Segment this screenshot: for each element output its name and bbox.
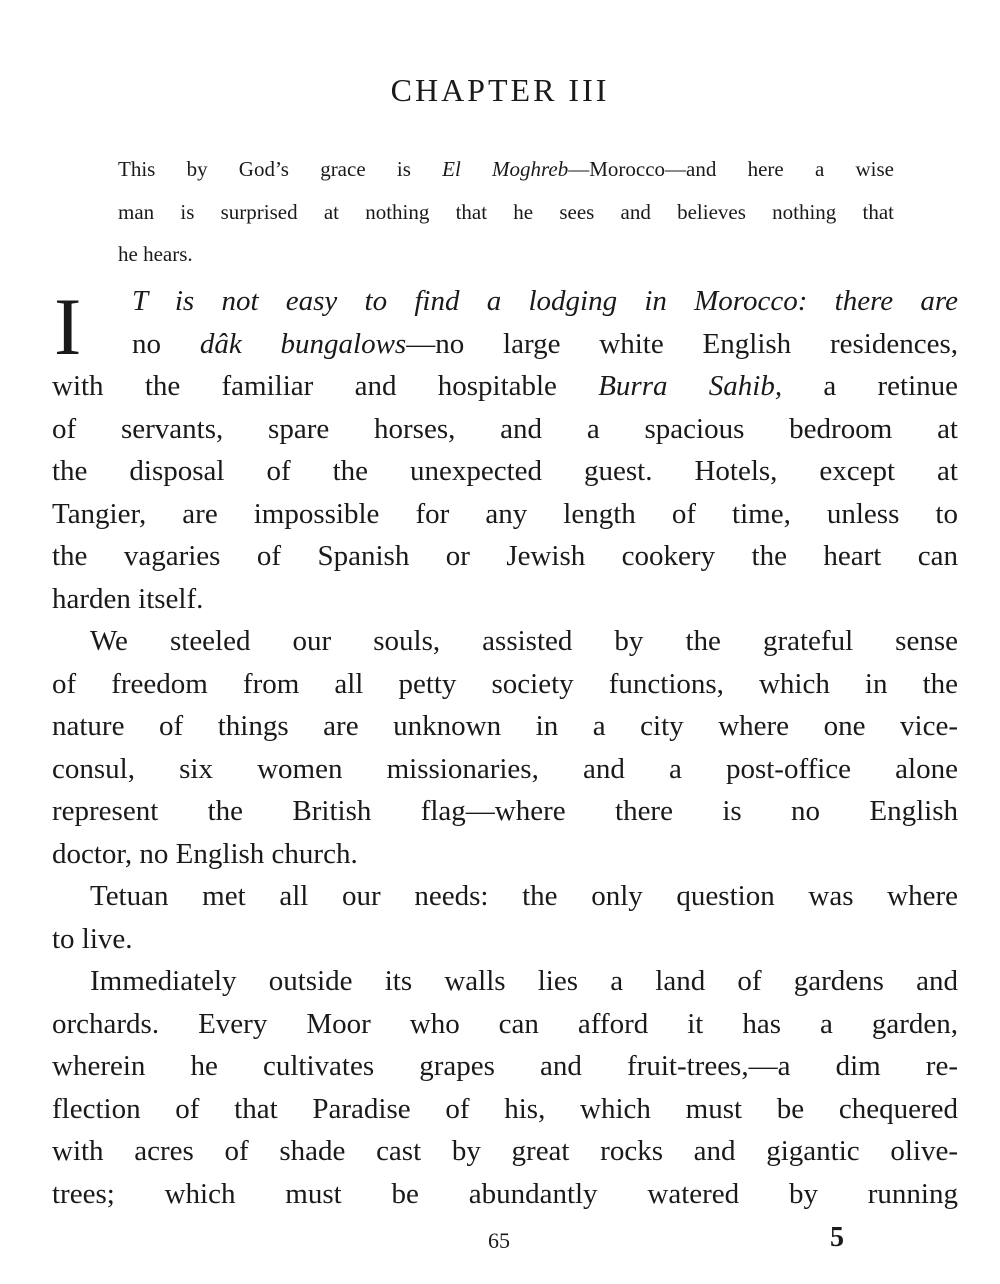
epigraph-line xyxy=(118,148,894,191)
text-line xyxy=(52,280,958,323)
text-line xyxy=(52,365,958,408)
text-emphasis: T is not easy to find a lodging in Morocco: there are xyxy=(132,285,958,317)
text-line: with acres of shade cast by great rocks and gigantic olive- xyxy=(52,1135,958,1167)
text-line: trees; which must be abundantly watered by running xyxy=(52,1177,958,1210)
signature-mark: 5 xyxy=(830,1222,844,1253)
text-line xyxy=(52,323,958,366)
text-emphasis: Burra Sahib, xyxy=(598,370,783,402)
epigraph-line: he hears. xyxy=(118,242,193,266)
epigraph-text: —Morocco—and here a wise xyxy=(568,157,894,181)
epigraph-line: man is surprised at nothing that he sees and believes nothing that xyxy=(118,199,894,224)
text-span: —no large white English residences, xyxy=(406,327,959,360)
text-line: doctor, no English church. xyxy=(52,837,358,870)
text-line: the disposal of the unexpected guest. Hotels, except at xyxy=(52,455,958,487)
chapter-heading: CHAPTER III xyxy=(390,72,610,108)
text-line: flection of that Paradise of his, which must be chequered xyxy=(52,1092,958,1125)
text-line: wherein he cultivates grapes and fruit-trees,—a dim re- xyxy=(52,1050,958,1082)
text-line: represent the British flag—where there is no English xyxy=(52,795,958,827)
text-line: Immediately outside its walls lies a land of gardens and xyxy=(90,965,958,997)
text-line: of servants, spare horses, and a spacious bedroom at xyxy=(52,412,958,445)
text-line: orchards. Every Moor who can afford it has a garden, xyxy=(52,1007,958,1040)
text-emphasis: dâk bungalows xyxy=(199,327,407,360)
text-span: a retinue xyxy=(782,370,959,402)
text-span: with the familiar and hospitable xyxy=(52,370,599,402)
text-line: consul, six women missionaries, and a post-office alone xyxy=(52,752,958,785)
epigraph-emphasis: El Moghreb xyxy=(442,157,569,181)
page-number: 65 xyxy=(488,1228,510,1253)
epigraph-text: This by God’s grace is xyxy=(118,157,443,181)
text-line: of freedom from all petty society functions, which in the xyxy=(52,667,958,700)
drop-cap: I xyxy=(54,281,82,372)
body-text xyxy=(52,280,958,1215)
text-line: harden itself. xyxy=(52,582,204,615)
text-line: the vagaries of Spanish or Jewish cookery the heart can xyxy=(52,540,958,572)
text-line: Tangier, are impossible for any length of time, unless to xyxy=(52,497,958,530)
text-line: nature of things are unknown in a city where one vice- xyxy=(52,710,958,742)
text-line: to live. xyxy=(52,922,133,955)
epigraph xyxy=(118,148,894,276)
text-span: no xyxy=(132,327,200,360)
text-line: We steeled our souls, assisted by the grateful sense xyxy=(90,625,958,657)
text-line: Tetuan met all our needs: the only question was where xyxy=(90,880,958,912)
